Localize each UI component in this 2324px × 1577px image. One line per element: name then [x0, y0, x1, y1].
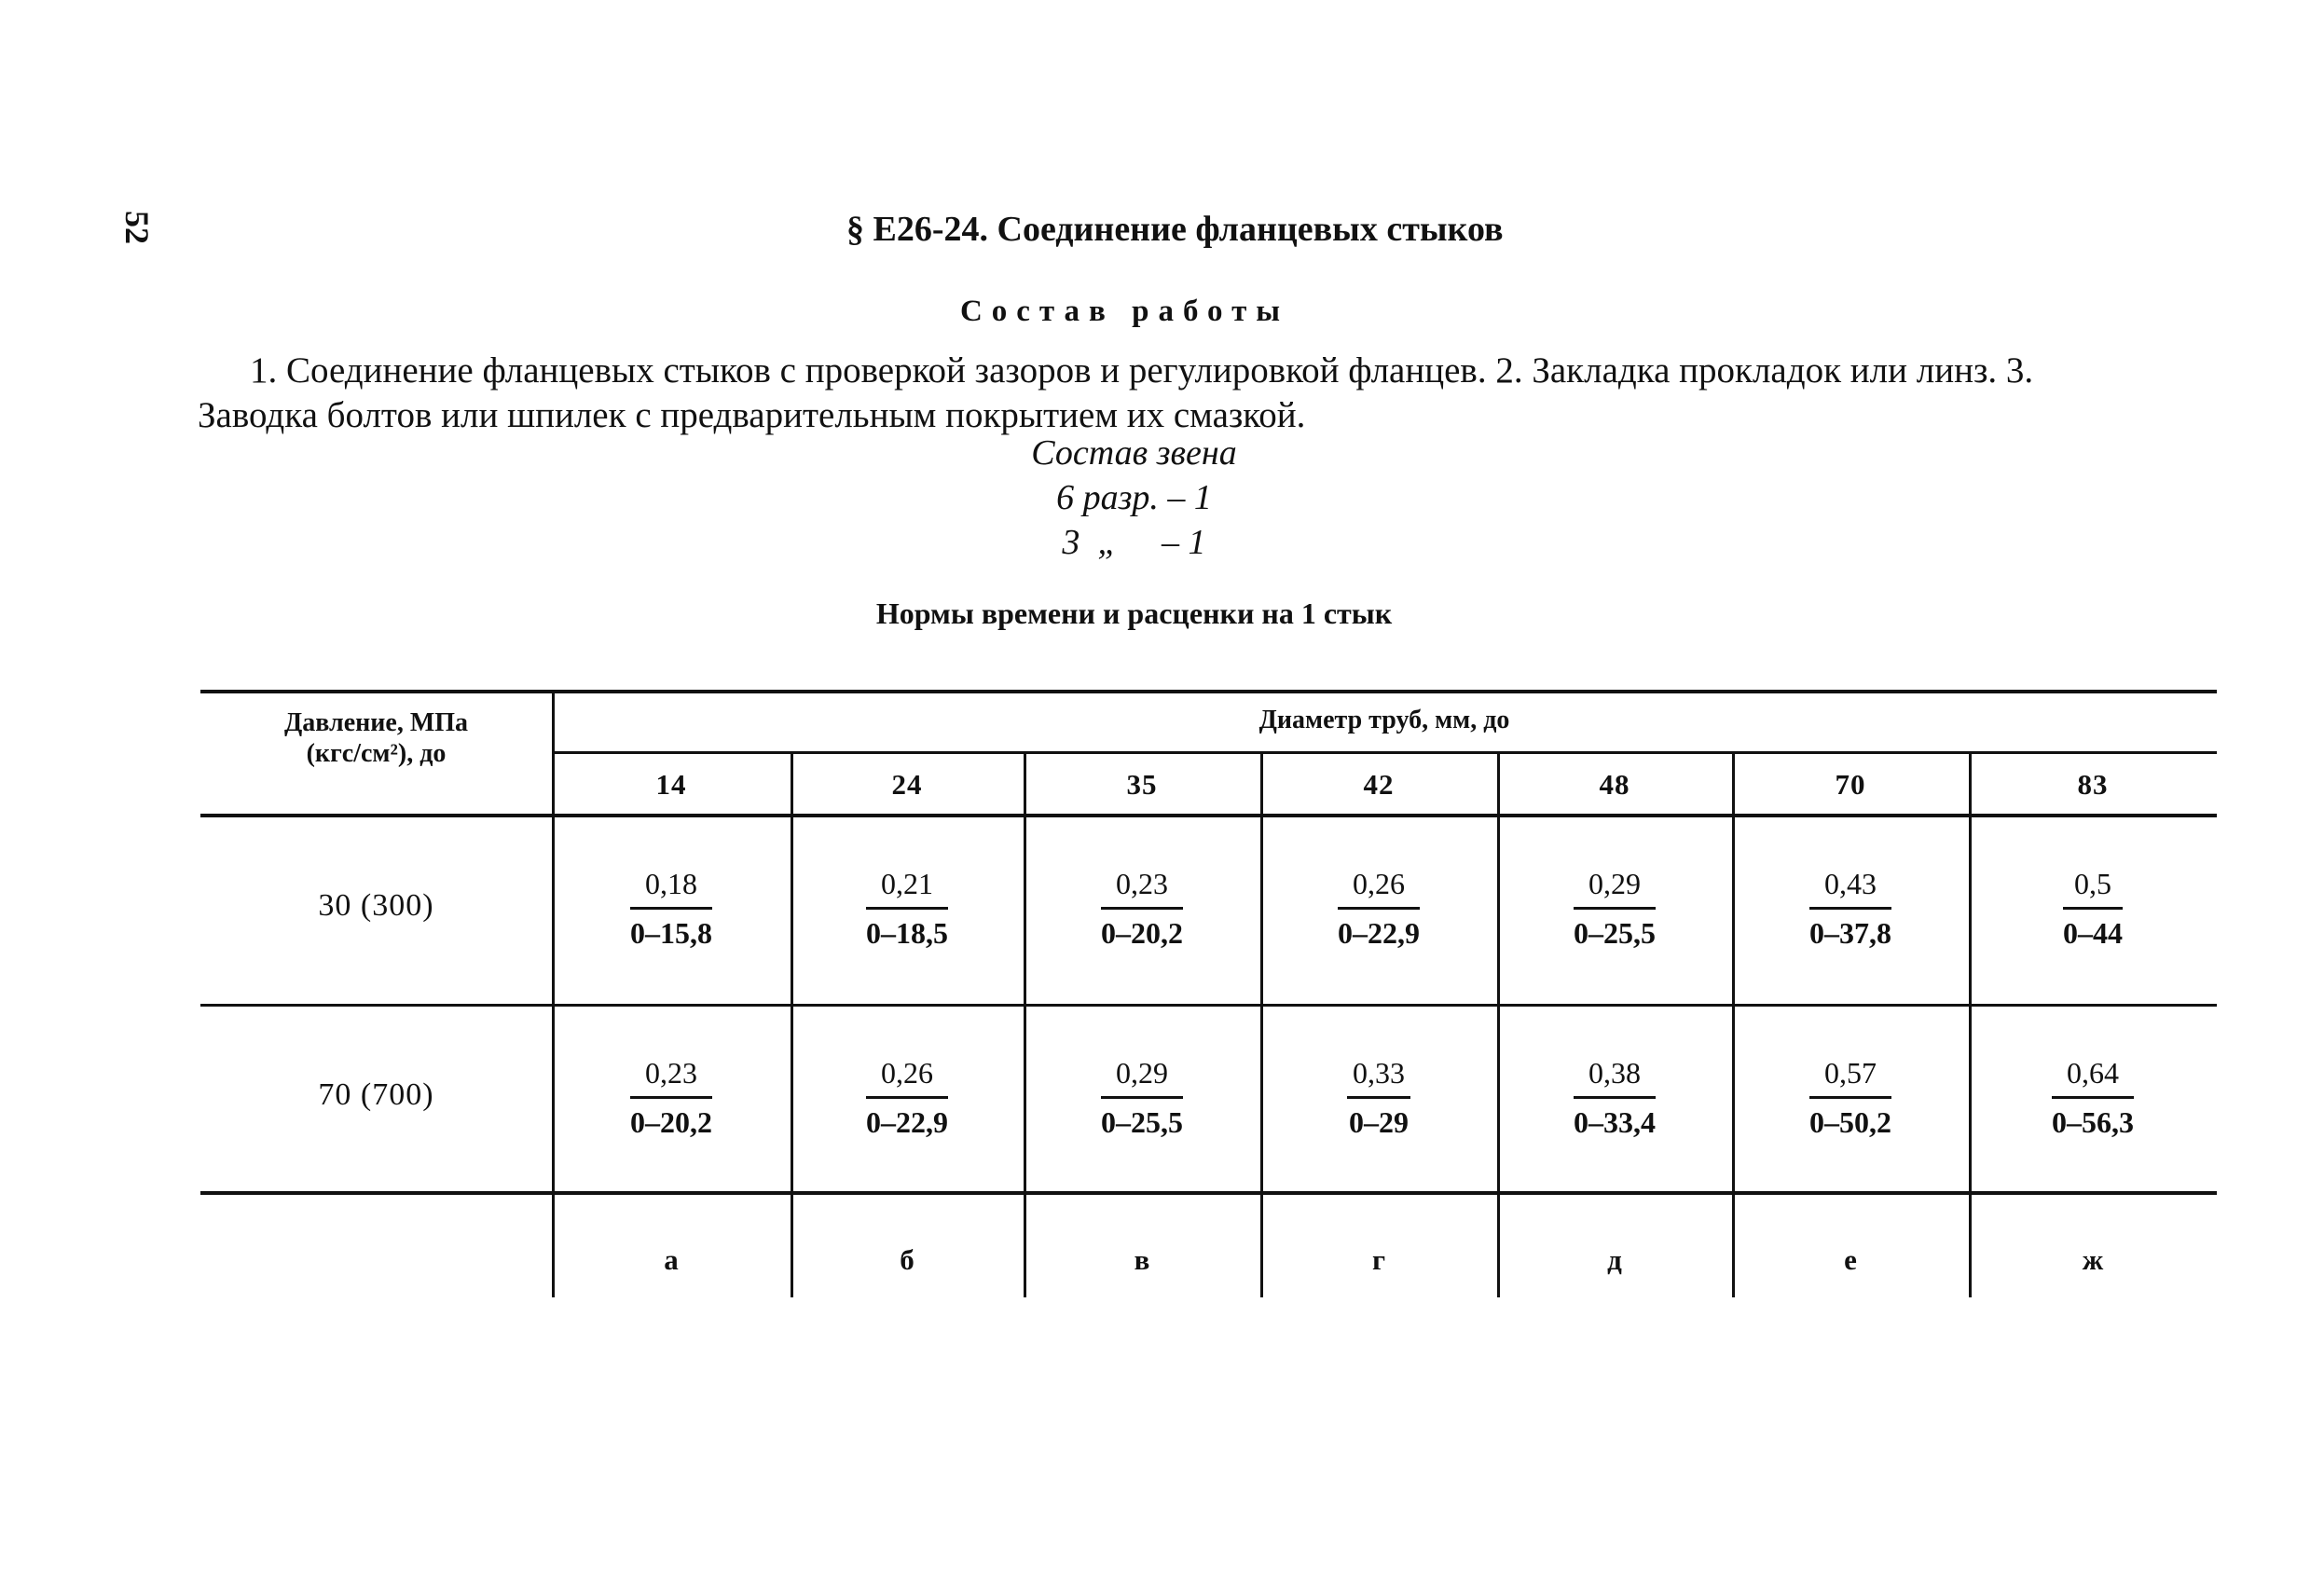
column-letter: б — [900, 1243, 914, 1276]
norm-price-fraction — [1574, 860, 1656, 956]
norm-price-fraction — [2063, 860, 2123, 956]
work-composition-heading: Состав работы — [959, 295, 1290, 328]
table-caption: Нормы времени и расценки на 1 стык — [875, 597, 1393, 630]
crew-line-1: 6 разр. – 1 — [1056, 478, 1212, 517]
time-norm: 0,38 — [1574, 1049, 1656, 1099]
time-norm: 0,18 — [630, 860, 712, 910]
pressure-value: 30 (300) — [318, 888, 434, 923]
work-text: 1. Соединение фланцевых стыков с проверкой зазоров и регулировкой фланцев. 2. Закладка прокладок или линз. 3. Заводка болтов или шпилек с предварительным покрытием их смазкой. — [198, 350, 2034, 435]
header-bottom-rule — [200, 814, 2217, 817]
norm-price-fraction — [866, 1049, 948, 1145]
norm-price-fraction — [1101, 1049, 1183, 1145]
price-rate: 0–20,2 — [630, 1104, 712, 1139]
diameter-value: 42 — [1363, 768, 1395, 801]
norm-price-fraction — [1809, 1049, 1891, 1145]
price-rate: 0–22,9 — [1338, 916, 1420, 950]
time-norm: 0,29 — [1101, 1049, 1183, 1099]
price-rate: 0–44 — [2063, 916, 2123, 950]
norm-price-fraction — [866, 860, 948, 956]
time-norm: 0,5 — [2063, 860, 2123, 910]
time-norm: 0,23 — [1101, 860, 1183, 910]
diameter-value: 14 — [655, 768, 687, 801]
column-letter: ж — [2082, 1243, 2104, 1276]
column-divider — [1969, 751, 1972, 1297]
time-norm: 0,29 — [1574, 860, 1656, 910]
price-rate: 0–22,9 — [866, 1104, 948, 1139]
diameter-value: 83 — [2077, 768, 2109, 801]
diameter-value: 24 — [891, 768, 923, 801]
column-letter: г — [1371, 1243, 1386, 1276]
section-title: § Е26-24. Соединение фланцевых стыков — [846, 210, 1504, 249]
norm-price-fraction — [1101, 860, 1183, 956]
pressure-header-line-1: Давление, МПа — [283, 708, 469, 737]
norm-price-fraction — [1338, 860, 1420, 956]
column-divider — [1260, 751, 1263, 1297]
column-letter: е — [1844, 1243, 1857, 1276]
row-2-bottom-rule — [200, 1191, 2217, 1195]
price-rate: 0–20,2 — [1101, 916, 1183, 950]
crew-heading: Состав звена — [1031, 433, 1237, 473]
price-rate: 0–15,8 — [630, 916, 712, 950]
price-rate: 0–33,4 — [1574, 1104, 1656, 1139]
table-top-rule — [200, 690, 2217, 693]
column-letter: в — [1134, 1243, 1150, 1276]
column-divider — [791, 751, 793, 1297]
time-norm: 0,26 — [1338, 860, 1420, 910]
price-rate: 0–37,8 — [1809, 916, 1891, 950]
time-norm: 0,43 — [1809, 860, 1891, 910]
time-norm: 0,33 — [1347, 1049, 1410, 1099]
price-rate: 0–50,2 — [1809, 1104, 1891, 1139]
diameter-value: 35 — [1126, 768, 1158, 801]
time-norm: 0,57 — [1809, 1049, 1891, 1099]
price-rate: 0–25,5 — [1574, 916, 1656, 950]
norm-price-fraction — [630, 860, 712, 956]
norm-price-fraction — [1809, 860, 1891, 956]
pressure-value: 70 (700) — [318, 1076, 434, 1112]
pressure-header-line-2: (кгс/см²), до — [306, 739, 447, 768]
price-rate: 0–29 — [1349, 1104, 1409, 1139]
diameter-header: Диаметр труб, мм, до — [1258, 706, 1510, 734]
time-norm: 0,23 — [630, 1049, 712, 1099]
page-number: 52 — [118, 211, 156, 244]
work-composition-text — [198, 349, 2146, 438]
time-norm: 0,64 — [2052, 1049, 2134, 1099]
price-rate: 0–56,3 — [2052, 1104, 2134, 1139]
column-letter: а — [664, 1243, 679, 1276]
diameter-value: 48 — [1599, 768, 1630, 801]
column-letter: д — [1607, 1243, 1622, 1276]
crew-composition — [0, 431, 2324, 565]
column-divider — [1732, 751, 1735, 1297]
time-norm: 0,26 — [866, 1049, 948, 1099]
norm-price-fraction — [1574, 1049, 1656, 1145]
diameter-value: 70 — [1835, 768, 1866, 801]
price-rate: 0–18,5 — [866, 916, 948, 950]
norm-price-fraction — [1347, 1049, 1410, 1145]
time-norm: 0,21 — [866, 860, 948, 910]
crew-line-2: 3 „ – 1 — [1062, 523, 1206, 562]
price-rate: 0–25,5 — [1101, 1104, 1183, 1139]
row-1-bottom-rule — [200, 1004, 2217, 1007]
column-divider — [1024, 751, 1026, 1297]
column-divider — [1497, 751, 1500, 1297]
norm-price-fraction — [2052, 1049, 2134, 1145]
norm-price-fraction — [630, 1049, 712, 1145]
diameter-header-rule — [552, 751, 2217, 754]
